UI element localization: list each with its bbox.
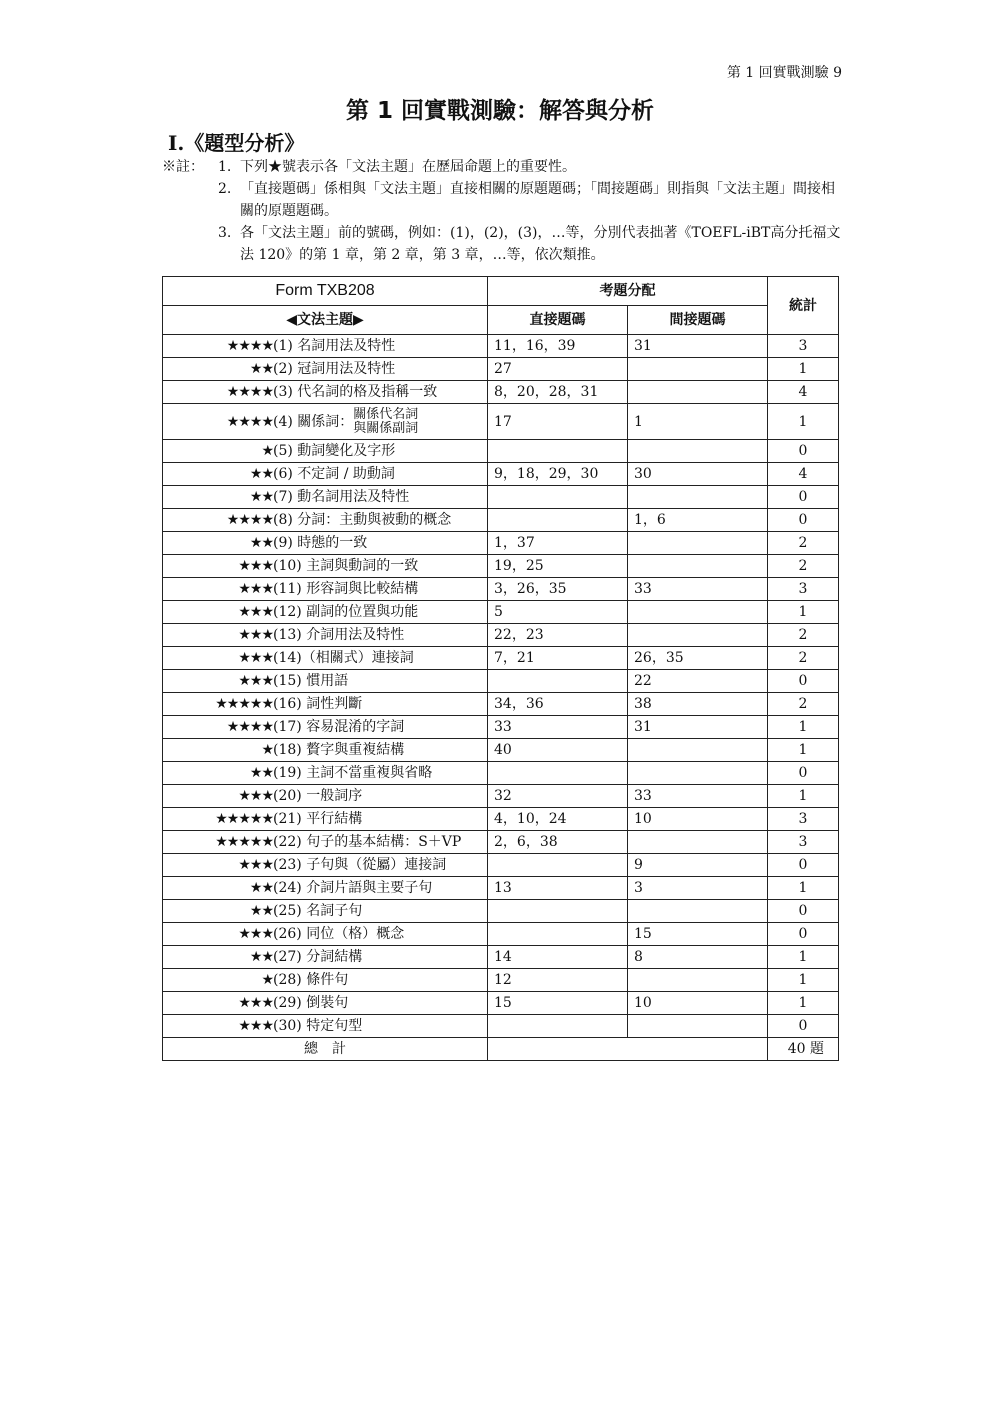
indirect-cell: 26，35 bbox=[628, 647, 768, 670]
table-row bbox=[163, 969, 839, 992]
count-cell: 0 bbox=[768, 509, 839, 532]
page-header: 第 1 回實戰測驗 9 bbox=[726, 65, 842, 81]
importance-stars: ★★★★ bbox=[226, 338, 273, 354]
indirect-cell: 8 bbox=[628, 946, 768, 969]
topic-cell bbox=[163, 808, 488, 831]
note-number: 2. bbox=[218, 181, 232, 197]
topic-text: (26) 同位（格）概念 bbox=[273, 926, 405, 942]
table-row bbox=[163, 1015, 839, 1038]
total-label: 總 計 bbox=[163, 1038, 488, 1061]
direct-cell: 34，36 bbox=[488, 693, 628, 716]
indirect-cell: 38 bbox=[628, 693, 768, 716]
count-cell: 0 bbox=[768, 900, 839, 923]
direct-cell: 5 bbox=[488, 601, 628, 624]
count-cell: 1 bbox=[768, 358, 839, 381]
count-cell: 1 bbox=[768, 992, 839, 1015]
topic-text: (18) 贅字與重複結構 bbox=[273, 742, 405, 758]
topic-cell bbox=[163, 900, 488, 923]
note-item bbox=[162, 222, 842, 266]
importance-stars: ★★★ bbox=[238, 627, 273, 643]
table-row bbox=[163, 440, 839, 463]
topic-text: (15) 慣用語 bbox=[273, 673, 349, 689]
indirect-cell: 31 bbox=[628, 716, 768, 739]
section-heading: Ⅰ.《題型分析》 bbox=[168, 131, 305, 155]
count-cell: 2 bbox=[768, 532, 839, 555]
indirect-cell: 3 bbox=[628, 877, 768, 900]
direct-cell bbox=[488, 486, 628, 509]
topic-cell bbox=[163, 440, 488, 463]
topic-text: (30) 特定句型 bbox=[273, 1018, 363, 1034]
direct-cell bbox=[488, 854, 628, 877]
importance-stars: ★★ bbox=[249, 535, 273, 551]
indirect-cell bbox=[628, 601, 768, 624]
topic-cell bbox=[163, 532, 488, 555]
importance-stars: ★★ bbox=[249, 765, 273, 781]
direct-cell: 8，20，28，31 bbox=[488, 381, 628, 404]
indirect-cell bbox=[628, 486, 768, 509]
importance-stars: ★ bbox=[261, 972, 273, 988]
importance-stars: ★★★★ bbox=[226, 512, 273, 528]
topic-cell bbox=[163, 624, 488, 647]
indirect-cell: 1 bbox=[628, 404, 768, 440]
importance-stars: ★★★ bbox=[238, 788, 273, 804]
topic-text: (12) 副詞的位置與功能 bbox=[273, 604, 419, 620]
topic-text: (6) 不定詞 / 助動詞 bbox=[273, 466, 395, 482]
topic-text: (25) 名詞子句 bbox=[273, 903, 363, 919]
table-row bbox=[163, 762, 839, 785]
topic-text: (22) 句子的基本結構：S＋VP bbox=[273, 834, 462, 850]
table-row bbox=[163, 992, 839, 1015]
topic-cell bbox=[163, 509, 488, 532]
note-text: 下列★號表示各「文法主題」在歷屆命題上的重要性。 bbox=[240, 159, 576, 175]
count-cell: 2 bbox=[768, 555, 839, 578]
table-row bbox=[163, 555, 839, 578]
importance-stars: ★★★★★ bbox=[215, 696, 273, 712]
count-cell: 1 bbox=[768, 601, 839, 624]
direct-cell: 13 bbox=[488, 877, 628, 900]
indirect-cell bbox=[628, 624, 768, 647]
table-row bbox=[163, 647, 839, 670]
topic-subline: 與關係副詞 bbox=[353, 420, 419, 436]
page-title: 第 1 回實戰測驗：解答與分析 bbox=[345, 98, 655, 124]
note-text: 「直接題碼」係相與「文法主題」直接相關的原題題碼；「間接題碼」則指與「文法主題」間接相關的原題題碼。 bbox=[240, 181, 835, 219]
table-row bbox=[163, 946, 839, 969]
direct-cell: 19，25 bbox=[488, 555, 628, 578]
direct-cell bbox=[488, 509, 628, 532]
importance-stars: ★★ bbox=[249, 903, 273, 919]
topic-cell bbox=[163, 785, 488, 808]
direct-cell: 1，37 bbox=[488, 532, 628, 555]
topic-text: (14)（相關式）連接詞 bbox=[273, 650, 414, 666]
indirect-cell: 10 bbox=[628, 808, 768, 831]
importance-stars: ★ bbox=[261, 443, 273, 459]
direct-cell bbox=[488, 670, 628, 693]
direct-header: 直接題碼 bbox=[488, 306, 628, 335]
importance-stars: ★★★ bbox=[238, 558, 273, 574]
table-row bbox=[163, 624, 839, 647]
topic-text: (23) 子句與（從屬）連接詞 bbox=[273, 857, 447, 873]
note-item bbox=[162, 156, 842, 178]
importance-stars: ★★★ bbox=[238, 650, 273, 666]
topic-cell bbox=[163, 969, 488, 992]
topic-analysis-table bbox=[162, 276, 839, 1061]
indirect-header: 間接題碼 bbox=[628, 306, 768, 335]
indirect-cell: 31 bbox=[628, 335, 768, 358]
direct-cell bbox=[488, 923, 628, 946]
topic-text: (19) 主詞不當重複與省略 bbox=[273, 765, 433, 781]
indirect-cell bbox=[628, 1015, 768, 1038]
count-cell: 2 bbox=[768, 624, 839, 647]
direct-cell bbox=[488, 900, 628, 923]
importance-stars: ★★★ bbox=[238, 673, 273, 689]
topic-cell bbox=[163, 992, 488, 1015]
importance-stars: ★★ bbox=[249, 949, 273, 965]
importance-stars: ★★ bbox=[249, 489, 273, 505]
count-cell: 0 bbox=[768, 923, 839, 946]
topic-cell bbox=[163, 404, 488, 440]
direct-cell: 11，16，39 bbox=[488, 335, 628, 358]
topic-cell bbox=[163, 1015, 488, 1038]
topic-text: (29) 倒裝句 bbox=[273, 995, 349, 1011]
count-cell: 2 bbox=[768, 647, 839, 670]
count-cell: 3 bbox=[768, 335, 839, 358]
topic-cell bbox=[163, 762, 488, 785]
topic-cell bbox=[163, 486, 488, 509]
total-value: 40 題 bbox=[768, 1038, 839, 1061]
count-cell: 0 bbox=[768, 486, 839, 509]
direct-cell: 32 bbox=[488, 785, 628, 808]
topic-text: (27) 分詞結構 bbox=[273, 949, 363, 965]
topic-text: (17) 容易混淆的字詞 bbox=[273, 719, 405, 735]
count-cell: 1 bbox=[768, 946, 839, 969]
indirect-cell bbox=[628, 969, 768, 992]
table-row bbox=[163, 358, 839, 381]
topic-text: (1) 名詞用法及特性 bbox=[273, 338, 396, 354]
indirect-cell: 33 bbox=[628, 578, 768, 601]
count-cell: 3 bbox=[768, 578, 839, 601]
direct-cell: 40 bbox=[488, 739, 628, 762]
indirect-cell: 15 bbox=[628, 923, 768, 946]
topic-cell bbox=[163, 739, 488, 762]
topic-cell bbox=[163, 923, 488, 946]
topic-text: (10) 主詞與動詞的一致 bbox=[273, 558, 419, 574]
importance-stars: ★★ bbox=[249, 880, 273, 896]
topic-cell bbox=[163, 693, 488, 716]
count-cell: 0 bbox=[768, 670, 839, 693]
topic-cell bbox=[163, 647, 488, 670]
table-row bbox=[163, 486, 839, 509]
topic-subline: 關係代名詞 bbox=[353, 406, 419, 422]
topic-text: (7) 動名詞用法及特性 bbox=[273, 489, 410, 505]
topic-text: (2) 冠詞用法及特性 bbox=[273, 361, 396, 377]
direct-cell: 12 bbox=[488, 969, 628, 992]
indirect-cell: 22 bbox=[628, 670, 768, 693]
allocation-header: 考題分配 bbox=[488, 277, 768, 306]
topic-cell bbox=[163, 877, 488, 900]
topic-text: (21) 平行結構 bbox=[273, 811, 363, 827]
topic-cell bbox=[163, 578, 488, 601]
table-row bbox=[163, 923, 839, 946]
count-cell: 0 bbox=[768, 440, 839, 463]
notes-label: ※註： bbox=[162, 159, 204, 175]
direct-cell: 27 bbox=[488, 358, 628, 381]
topic-cell bbox=[163, 381, 488, 404]
count-cell: 1 bbox=[768, 716, 839, 739]
importance-stars: ★★★ bbox=[238, 581, 273, 597]
count-cell: 1 bbox=[768, 969, 839, 992]
topic-text: (28) 條件句 bbox=[273, 972, 349, 988]
table-row bbox=[163, 716, 839, 739]
importance-stars: ★★★ bbox=[238, 1018, 273, 1034]
count-cell: 0 bbox=[768, 854, 839, 877]
table-row bbox=[163, 900, 839, 923]
direct-cell bbox=[488, 762, 628, 785]
topic-text: (11) 形容詞與比較結構 bbox=[273, 581, 419, 597]
note-item bbox=[162, 178, 842, 222]
table-row bbox=[163, 693, 839, 716]
topic-cell bbox=[163, 946, 488, 969]
count-cell: 1 bbox=[768, 404, 839, 440]
topic-cell bbox=[163, 555, 488, 578]
importance-stars: ★★★ bbox=[238, 857, 273, 873]
table-row bbox=[163, 808, 839, 831]
topic-cell bbox=[163, 716, 488, 739]
table-row bbox=[163, 601, 839, 624]
indirect-cell: 9 bbox=[628, 854, 768, 877]
direct-cell: 2，6，38 bbox=[488, 831, 628, 854]
indirect-cell bbox=[628, 831, 768, 854]
direct-cell: 15 bbox=[488, 992, 628, 1015]
count-cell: 4 bbox=[768, 381, 839, 404]
importance-stars: ★★ bbox=[249, 361, 273, 377]
topic-text: (13) 介詞用法及特性 bbox=[273, 627, 405, 643]
topic-header: ◀文法主題▶ bbox=[163, 306, 488, 335]
topic-text: (9) 時態的一致 bbox=[273, 535, 368, 551]
topic-text: (4) 關係詞： bbox=[273, 413, 354, 430]
direct-cell bbox=[488, 440, 628, 463]
importance-stars: ★★ bbox=[249, 466, 273, 482]
count-cell: 4 bbox=[768, 463, 839, 486]
topic-cell bbox=[163, 854, 488, 877]
importance-stars: ★★★ bbox=[238, 604, 273, 620]
importance-stars: ★★★★★ bbox=[215, 834, 273, 850]
direct-cell: 33 bbox=[488, 716, 628, 739]
direct-cell: 9，18，29，30 bbox=[488, 463, 628, 486]
indirect-cell: 1，6 bbox=[628, 509, 768, 532]
topic-text: (20) 一般詞序 bbox=[273, 788, 363, 804]
topic-cell bbox=[163, 670, 488, 693]
table-row bbox=[163, 670, 839, 693]
direct-cell: 7，21 bbox=[488, 647, 628, 670]
importance-stars: ★★★★ bbox=[226, 719, 273, 735]
count-cell: 1 bbox=[768, 739, 839, 762]
stats-header: 統計 bbox=[768, 277, 839, 335]
direct-cell: 17 bbox=[488, 404, 628, 440]
table-row bbox=[163, 578, 839, 601]
topic-text: (3) 代名詞的格及指稱一致 bbox=[273, 384, 438, 400]
topic-text: (5) 動詞變化及字形 bbox=[273, 443, 396, 459]
indirect-cell bbox=[628, 358, 768, 381]
topic-text: (8) 分詞：主動與被動的概念 bbox=[273, 512, 452, 528]
count-cell: 1 bbox=[768, 785, 839, 808]
topic-cell bbox=[163, 335, 488, 358]
direct-cell: 22，23 bbox=[488, 624, 628, 647]
table-row bbox=[163, 404, 839, 440]
importance-stars: ★★★★ bbox=[226, 413, 273, 430]
indirect-cell: 10 bbox=[628, 992, 768, 1015]
form-label: Form TXB208 bbox=[163, 277, 488, 306]
importance-stars: ★★★ bbox=[238, 926, 273, 942]
indirect-cell bbox=[628, 555, 768, 578]
importance-stars: ★★★★★ bbox=[215, 811, 273, 827]
count-cell: 0 bbox=[768, 1015, 839, 1038]
count-cell: 3 bbox=[768, 831, 839, 854]
topic-cell bbox=[163, 831, 488, 854]
count-cell: 0 bbox=[768, 762, 839, 785]
indirect-cell bbox=[628, 440, 768, 463]
note-number: 3. bbox=[218, 225, 232, 241]
indirect-cell bbox=[628, 900, 768, 923]
importance-stars: ★★★ bbox=[238, 995, 273, 1011]
topic-cell bbox=[163, 601, 488, 624]
importance-stars: ★ bbox=[261, 742, 273, 758]
note-text: 各「文法主題」前的號碼，例如：(1)，(2)，(3)，…等，分別代表拙著《TOEFL-iBT高分托福文法 120》的第 1 章，第 2 章，第 3 章，…等，依次類推。 bbox=[240, 225, 841, 263]
table-row bbox=[163, 509, 839, 532]
indirect-cell bbox=[628, 381, 768, 404]
table-row bbox=[163, 739, 839, 762]
indirect-cell: 30 bbox=[628, 463, 768, 486]
direct-cell: 4，10，24 bbox=[488, 808, 628, 831]
table-row bbox=[163, 463, 839, 486]
indirect-cell bbox=[628, 762, 768, 785]
table-row bbox=[163, 335, 839, 358]
count-cell: 2 bbox=[768, 693, 839, 716]
direct-cell: 14 bbox=[488, 946, 628, 969]
table-row bbox=[163, 381, 839, 404]
table-row bbox=[163, 831, 839, 854]
indirect-cell bbox=[628, 532, 768, 555]
note-number: 1. bbox=[218, 159, 232, 175]
direct-cell bbox=[488, 1015, 628, 1038]
table-row bbox=[163, 854, 839, 877]
count-cell: 1 bbox=[768, 877, 839, 900]
count-cell: 3 bbox=[768, 808, 839, 831]
topic-text: (24) 介詞片語與主要子句 bbox=[273, 880, 433, 896]
table-row bbox=[163, 877, 839, 900]
topic-cell bbox=[163, 358, 488, 381]
importance-stars: ★★★★ bbox=[226, 384, 273, 400]
topic-cell bbox=[163, 463, 488, 486]
indirect-cell bbox=[628, 739, 768, 762]
indirect-cell: 33 bbox=[628, 785, 768, 808]
table-row bbox=[163, 532, 839, 555]
table-row bbox=[163, 785, 839, 808]
direct-cell: 3，26，35 bbox=[488, 578, 628, 601]
topic-text: (16) 詞性判斷 bbox=[273, 696, 363, 712]
notes bbox=[162, 156, 842, 266]
